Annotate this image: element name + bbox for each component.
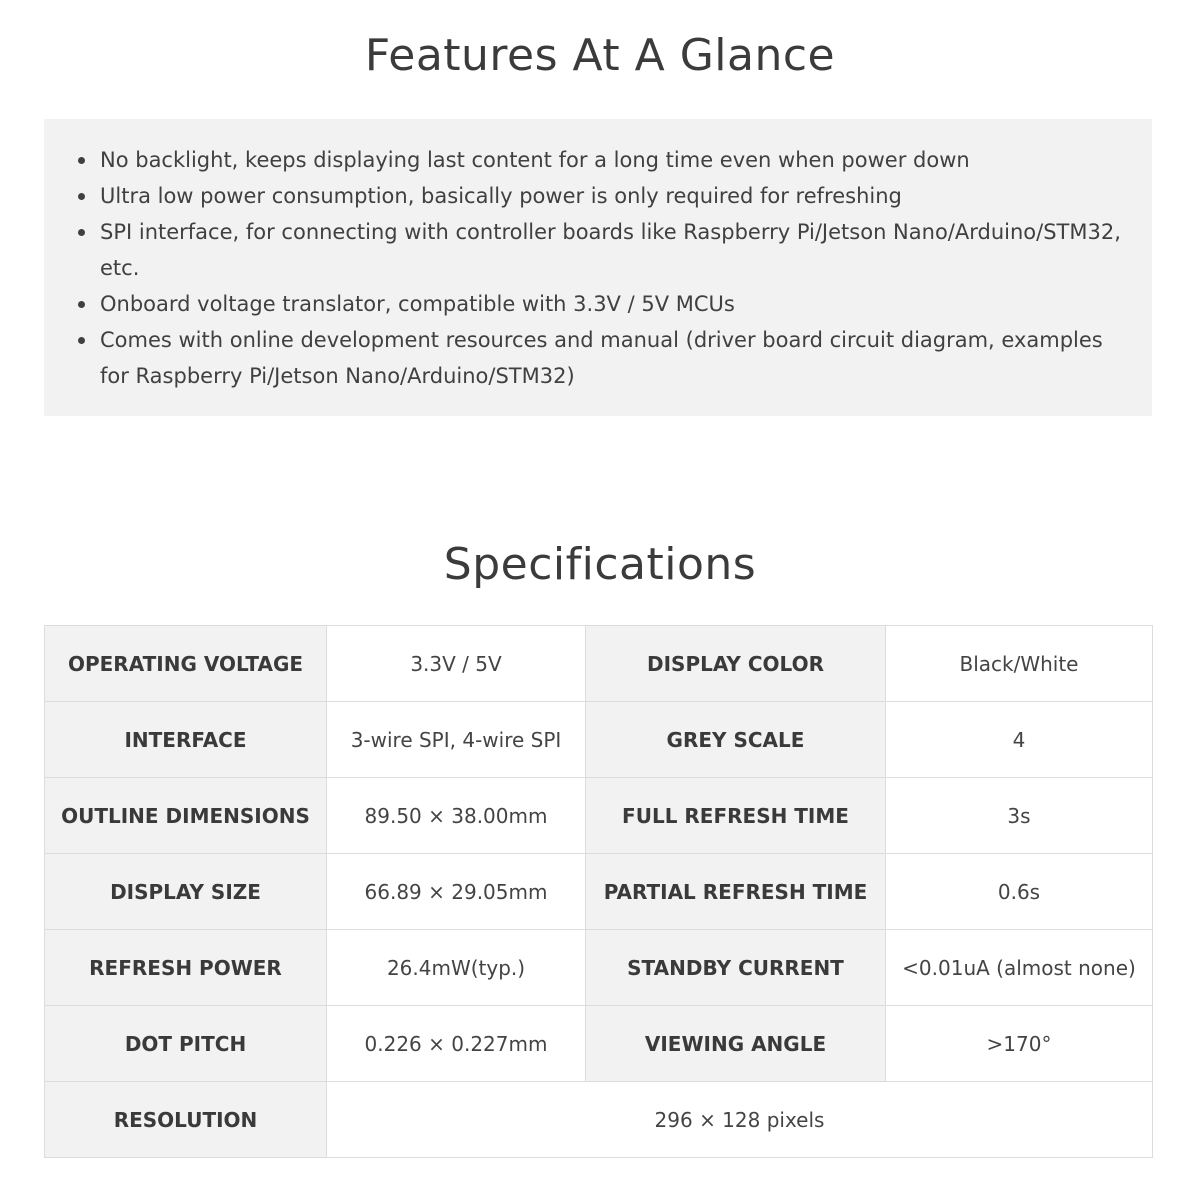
spec-key: DISPLAY SIZE	[45, 854, 327, 930]
bullet-icon	[78, 229, 85, 236]
spec-key: PARTIAL REFRESH TIME	[586, 854, 886, 930]
spec-key: DISPLAY COLOR	[586, 626, 886, 702]
feature-text: Comes with online development resources and manual (driver board circuit diagram, examples for Raspberry Pi/Jetson Nano/Arduino/STM32)	[100, 328, 1103, 388]
specifications-title: Specifications	[443, 539, 757, 590]
spec-value: 296 × 128 pixels	[327, 1082, 1153, 1158]
spec-value: 3s	[886, 778, 1153, 854]
spec-value: 66.89 × 29.05mm	[327, 854, 586, 930]
feature-item	[66, 322, 1130, 394]
table-row	[45, 1082, 1153, 1158]
spec-key: VIEWING ANGLE	[586, 1006, 886, 1082]
feature-text: Onboard voltage translator, compatible with 3.3V / 5V MCUs	[100, 292, 735, 316]
feature-text: Ultra low power consumption, basically power is only required for refreshing	[100, 184, 902, 208]
spec-value: 0.6s	[886, 854, 1153, 930]
feature-item	[66, 214, 1130, 286]
table-row	[45, 702, 1153, 778]
spec-value: >170°	[886, 1006, 1153, 1082]
bullet-icon	[78, 301, 85, 308]
features-box	[44, 119, 1152, 416]
table-row	[45, 854, 1153, 930]
spec-key: INTERFACE	[45, 702, 327, 778]
features-list	[66, 142, 1130, 394]
spec-value: 4	[886, 702, 1153, 778]
spec-value: <0.01uA (almost none)	[886, 930, 1153, 1006]
specifications-table	[44, 625, 1153, 1158]
spec-key: OUTLINE DIMENSIONS	[45, 778, 327, 854]
spec-value: 89.50 × 38.00mm	[327, 778, 586, 854]
feature-item	[66, 178, 1130, 214]
table-row	[45, 778, 1153, 854]
spec-key: RESOLUTION	[45, 1082, 327, 1158]
bullet-icon	[78, 193, 85, 200]
table-row	[45, 930, 1153, 1006]
spec-key: OPERATING VOLTAGE	[45, 626, 327, 702]
spec-key: GREY SCALE	[586, 702, 886, 778]
table-row	[45, 626, 1153, 702]
table-row	[45, 1006, 1153, 1082]
spec-value: 0.226 × 0.227mm	[327, 1006, 586, 1082]
bullet-icon	[78, 337, 85, 344]
feature-item	[66, 142, 1130, 178]
spec-value: 3-wire SPI, 4-wire SPI	[327, 702, 586, 778]
bullet-icon	[78, 157, 85, 164]
features-title: Features At A Glance	[364, 30, 836, 81]
spec-key: DOT PITCH	[45, 1006, 327, 1082]
spec-value: 26.4mW(typ.)	[327, 930, 586, 1006]
feature-text: SPI interface, for connecting with controller boards like Raspberry Pi/Jetson Nano/Arduino/STM32, etc.	[100, 220, 1121, 280]
spec-value: Black/White	[886, 626, 1153, 702]
spec-key: REFRESH POWER	[45, 930, 327, 1006]
spec-key: STANDBY CURRENT	[586, 930, 886, 1006]
spec-value: 3.3V / 5V	[327, 626, 586, 702]
feature-item	[66, 286, 1130, 322]
feature-text: No backlight, keeps displaying last content for a long time even when power down	[100, 148, 970, 172]
spec-key: FULL REFRESH TIME	[586, 778, 886, 854]
